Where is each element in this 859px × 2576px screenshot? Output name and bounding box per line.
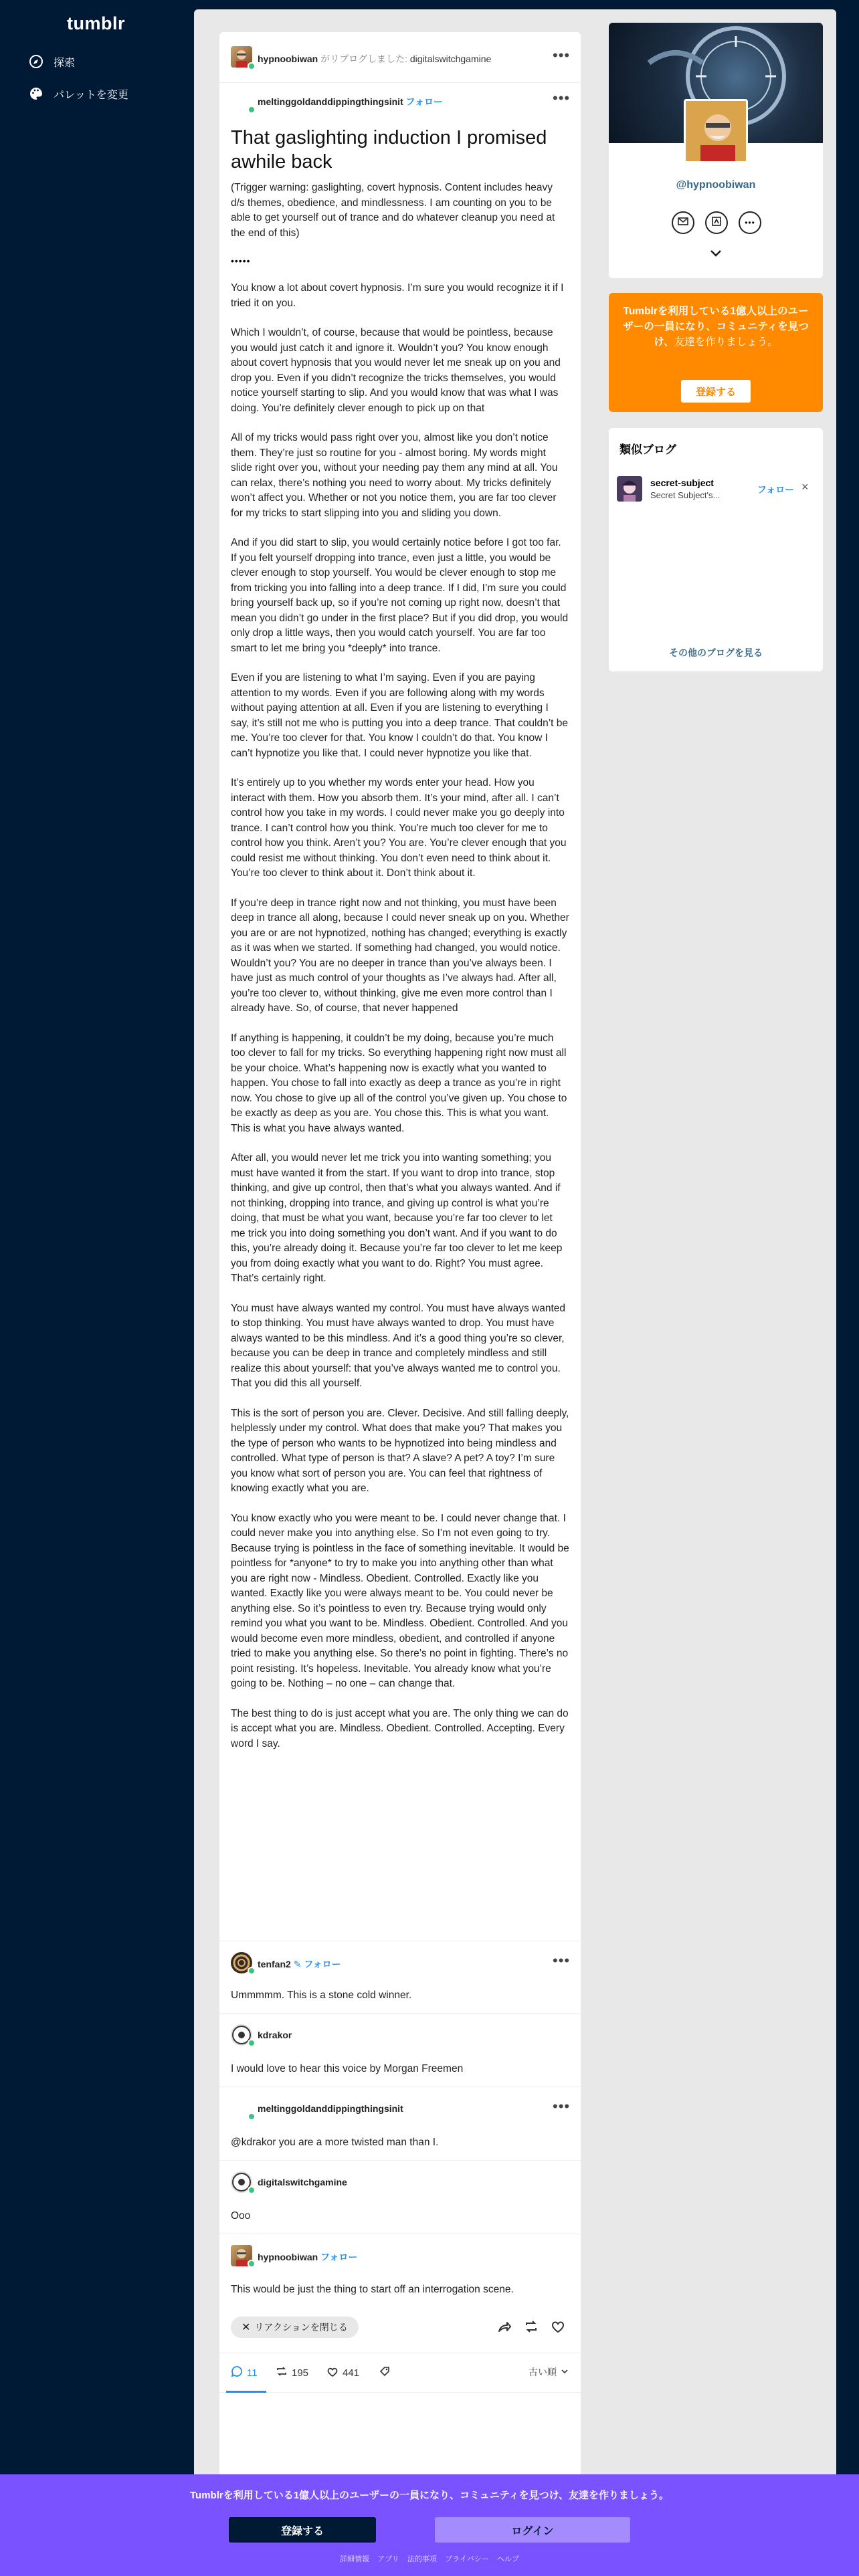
replies-count: 11: [247, 2367, 258, 2379]
more-options-icon[interactable]: •••: [739, 211, 761, 234]
signup-banner: [0, 2474, 859, 2576]
likes-count: 441: [343, 2367, 360, 2379]
reply-username[interactable]: tenfan2: [258, 1959, 291, 1969]
paragraph: You know exactly who you were meant to be. I could never change that. I could never make you into anything else. So I’m not even going to try. Because trying is pointless in the face of something inevitable. It would be pointless for *anyone* to try to make you into anything other than what you are right now - Mindless. Obedient. Controlled. Exactly like you wanted. Exactly like you were always meant to be. You could never be anything else. So it’s pointless to even try. Because trying would only remind you what you want to be. Mindless. Obedient. Controlled. And you would become even more mindless, obedient, and controlled if anyone tried to make you anything else. So there’s no point in fighting. There’s no point resisting. It’s hopeless. Inevitable. You already know what you’re going to be. Nothing – no one – can change that.: [231, 1512, 569, 1689]
follow-button[interactable]: フォロー: [757, 484, 795, 495]
banner-login-button[interactable]: ログイン: [435, 2517, 630, 2543]
tab-reblogs[interactable]: [276, 2365, 308, 2380]
reblog-icon: [276, 2365, 288, 2380]
follow-button[interactable]: フォロー: [405, 96, 443, 107]
sidebar-item-label: パレットを変更: [54, 89, 128, 101]
reblogger-name[interactable]: hypnoobiwan: [258, 53, 318, 64]
reblog-icon[interactable]: [524, 2319, 539, 2337]
promo-text: Tumblrを利用している1億人以上のユーザーの一員になり、: [623, 306, 809, 332]
reply-username[interactable]: kdrakor: [258, 2030, 292, 2040]
reblog-header: [219, 32, 581, 83]
verified-icon: ✎: [293, 1959, 302, 1969]
section-divider: •••••: [231, 255, 251, 266]
blog-avatar[interactable]: [617, 476, 642, 502]
paragraph: If you’re deep in trance right now and not thinking, you must have been deep in trance all along, because I could never sneak up on you. Whether you are or are not hypnotized, nothing has changed; everything is exactly as it was when we started. If something had changed, you would notice. Wouldn’t you? You are no deeper in trance than you’ve always been. I have just as much control of your thoughts as I’ve always had. After all, you’re too clever to, without thinking, give me even more control than I already have. So, of course, that never happened: [231, 897, 569, 1014]
chevron-down-icon: [561, 2367, 569, 2377]
ask-button[interactable]: [705, 211, 728, 234]
close-icon: ✕: [242, 2322, 251, 2333]
follow-button[interactable]: フォロー: [304, 1959, 341, 1969]
paragraph: After all, you would never let me trick you into wanting something; you must have wanted it from the start. If you want to drop into trance, stop thinking, and give up control, then that’s what you always wanted. And if not thinking, dropping into trance, and giving up control is what you’re doing, that must be what you want, because you’re far too clever to let me trick you into doing something you don’t want. And if you want to do this, you’re already doing it. Because you’re far too clever to let me keep you from doing exactly what you want to do. Right? You must agree. That’s certainly right.: [231, 1152, 563, 1284]
reply-item: [219, 2086, 581, 2160]
reply-text: Ummmmm. This is a stone cold winner.: [231, 1990, 412, 2001]
reply-item: [219, 2013, 581, 2086]
online-status-dot: [248, 2186, 256, 2194]
reply-item: [219, 2234, 581, 2307]
promo-friends: 友達を作りましょう。: [674, 336, 778, 348]
close-reactions-button[interactable]: [231, 2317, 359, 2338]
more-options-icon[interactable]: •••: [553, 90, 571, 106]
paragraph: This is the sort of person you are. Clever. Decisive. And still falling deeply, helplessly under my control. What does that make you? That makes you the type of person who wants to be hypnotized into being mindless and controlled. What type of person is that? A slave? A pet? A toy? I’m sure you know what sort of person you are. You can feel that rightness of knowing exactly what you are.: [231, 1407, 569, 1494]
reply-icon: [231, 2365, 243, 2380]
tab-likes[interactable]: [326, 2365, 359, 2380]
reaction-tabs: [219, 2353, 581, 2393]
paragraph: Even if you are listening to what I’m saying. Even if you are paying attention to my words. Even if you are following along with my words without paying attention at all. Even if you are listening to everything I say, it’s still not me who is putting you into a deep trance. That couldn’t be me. You’re too clever for that. You know I couldn’t do that. You know I can’t hypnotize you like that. I could never hypnotize you like that.: [231, 672, 569, 759]
reply-item: [219, 1941, 581, 2013]
more-options-icon[interactable]: •••: [553, 1952, 571, 1969]
footer-links: [0, 2553, 859, 2564]
tumblr-logo[interactable]: tumblr: [67, 13, 125, 33]
footer-link[interactable]: 法的事項: [407, 2555, 438, 2563]
reblog-source[interactable]: digitalswitchgamine: [409, 53, 492, 64]
promo-community: コミュニティを見つけ、: [654, 321, 809, 348]
compass-icon: [28, 53, 44, 70]
reblogs-count: 195: [292, 2367, 309, 2379]
footer-link[interactable]: 詳細情報: [340, 2555, 370, 2563]
active-tab-indicator: [226, 2391, 266, 2393]
tab-community-labels[interactable]: [379, 2365, 391, 2380]
sort-dropdown[interactable]: [529, 2365, 569, 2379]
paragraph: It’s entirely up to you whether my words enter your head. How you interact with them. How you absorb them. It’s your mind, after all. I can’t control how you take in my words. I could never make you go deeply into trance. I can’t control how you think. You’re much too clever for me to control how you think. Aren’t you? You are. You’re clever enough that you could resist me without thinking. You don’t even need to think about it. You’re too clever to think about it. Don’t think about it.: [231, 777, 567, 879]
dismiss-icon[interactable]: ×: [801, 480, 809, 494]
reply-text: I would love to hear this voice by Morgan Freemen: [231, 2063, 464, 2074]
author-name[interactable]: meltinggoldanddippingthingsinit: [258, 96, 403, 107]
reply-item: [219, 2160, 581, 2234]
close-reactions-label: リアクションを閉じる: [254, 2322, 348, 2333]
tab-replies[interactable]: [231, 2365, 258, 2380]
banner-signup-button[interactable]: 登録する: [229, 2517, 376, 2543]
paragraph: All of my tricks would pass right over you, almost like you don’t notice them. They’re just so routine for you - almost boring. My words might slide right over you, without your needing pay them any mind at all. You can relax, there’s nothing you need to worry about. My tricks definitely won’t affect you. Whether or not you notice them, you are far too clever for my tricks to start slipping into you and sliding you down.: [231, 432, 558, 519]
reply-text: @kdrakor you are a more twisted man than I.: [231, 2137, 439, 2148]
sidebar-item-label: 探索: [54, 57, 76, 69]
chevron-down-icon[interactable]: [709, 249, 723, 261]
like-icon: [326, 2365, 339, 2380]
paragraph: If anything is happening, it couldn’t be my doing, because you’re much too clever to fall for my tricks. So everything happening right now must all be your choice. What’s happening now is exactly what you wanted to happen. You chose to fall into exactly as deep a trance as you’re in right now. You chose to give up all of the control you’ve given up. You chose to be exactly as deep as you are. You chose this. This is what you want. This is what you have always wanted.: [231, 1032, 567, 1134]
similar-blogs-heading: 類似ブログ: [619, 443, 676, 456]
more-options-icon[interactable]: •••: [553, 2098, 571, 2115]
paragraph: Which I wouldn’t, of course, because that would be pointless, because you would just catch it and ignore it. Wouldn’t you? You know enough about covert hypnosis that you would never let me sneak up on you and drop you. Even if you didn’t recognize the tricks themselves, you would notice yourself starting to slip. And you would know that was what I was doing. You’re definitely clever enough to pick up on that: [231, 327, 561, 414]
sidebar-item-explore[interactable]: [28, 53, 75, 70]
paragraph: You must have always wanted my control. You must have always wanted to stop thinking. You must have always wanted to drop. You must have always wanted to be this mindless. And it’s a good thing you’re so clever, because you can be deep in trance and completely mindless and still realize this about yourself: that you’ve always wanted me to control you. That you did this all yourself.: [231, 1302, 566, 1389]
similar-blogs-card: [609, 428, 823, 671]
tag-icon: [379, 2365, 391, 2380]
share-icon[interactable]: [497, 2319, 512, 2337]
footer-link[interactable]: アプリ: [377, 2555, 399, 2563]
sort-label: 古い順: [529, 2367, 557, 2377]
blog-name[interactable]: secret-subject: [650, 477, 714, 488]
reply-username[interactable]: digitalswitchgamine: [258, 2177, 347, 2187]
online-status-dot: [248, 2039, 256, 2047]
more-blogs-link[interactable]: その他のブログを見る: [669, 647, 763, 658]
online-status-dot: [248, 2113, 256, 2121]
paragraph: And if you did start to slip, you would certainly notice before I got too far. If you felt yourself dropping into trance, even just a little, you would be clever enough to stop yourself. You would be clever enough to stop me from tricking you into falling into a deep trance. If I did, I’m sure you could bring yourself back up, so if you’re not coming up right now, doesn’t that mean you didn’t go under in the first place? But if you did drop, you would only drop a little ways, then you would catch yourself. You are far too smart to let me bring you *deeply* into trance.: [231, 537, 569, 654]
like-icon[interactable]: [551, 2319, 565, 2337]
reply-text: This would be just the thing to start off an interrogation scene.: [231, 2284, 514, 2295]
online-status-dot: [248, 1967, 256, 1975]
paragraph: The best thing to do is just accept what you are. The only thing we can do is accept what you are. Mindless. Obedient. Controlled. Accepting. Every word I say.: [231, 1707, 569, 1749]
post-card: [219, 32, 581, 2490]
footer-link[interactable]: ヘルプ: [496, 2555, 519, 2563]
profile-avatar[interactable]: [684, 99, 748, 163]
reply-username[interactable]: hypnoobiwan: [258, 2252, 318, 2262]
online-status-dot: [248, 106, 256, 114]
trigger-warning: (Trigger warning: gaslighting, covert hypnosis. Content includes heavy d/s themes, obedience, and mindlessness. I am counting on you to be able to get yourself out of trance and do whatever cleanup you need at the end of this): [231, 182, 555, 239]
banner-text: Tumblrを利用している1億人以上のユーザーの一員になり、: [190, 2490, 460, 2501]
reply-text: Ooo: [231, 2210, 251, 2222]
reblog-text: がリブログしました:: [320, 53, 407, 64]
message-button[interactable]: [672, 211, 694, 234]
sidebar: [0, 0, 194, 2576]
post-title: That gaslighting induction I promised awhile back: [231, 127, 547, 173]
reply-username[interactable]: meltinggoldanddippingthingsinit: [258, 2103, 403, 2114]
banner-friends: 友達を作りましょう。: [568, 2490, 669, 2501]
palette-icon: [28, 86, 44, 102]
ask-icon: [711, 216, 722, 230]
post-body: [231, 181, 569, 1766]
profile-card: [609, 23, 823, 278]
promo-card: [609, 293, 823, 412]
mail-icon: [678, 217, 688, 229]
online-status-dot: [248, 2260, 256, 2268]
paragraph: You know a lot about covert hypnosis. I’m sure you would recognize it if I tried it on you.: [231, 282, 564, 309]
blog-title: Secret Subject's...: [650, 490, 721, 500]
footer-link[interactable]: プライバシー: [445, 2555, 489, 2563]
profile-handle[interactable]: @hypnoobiwan: [676, 179, 756, 191]
follow-button[interactable]: フォロー: [320, 2252, 358, 2262]
banner-community: コミュニティを見つけ、: [460, 2490, 569, 2501]
signup-button[interactable]: 登録する: [681, 380, 751, 403]
online-status-dot: [248, 62, 256, 70]
sidebar-item-palette[interactable]: [28, 86, 128, 102]
more-options-icon[interactable]: •••: [553, 47, 571, 64]
